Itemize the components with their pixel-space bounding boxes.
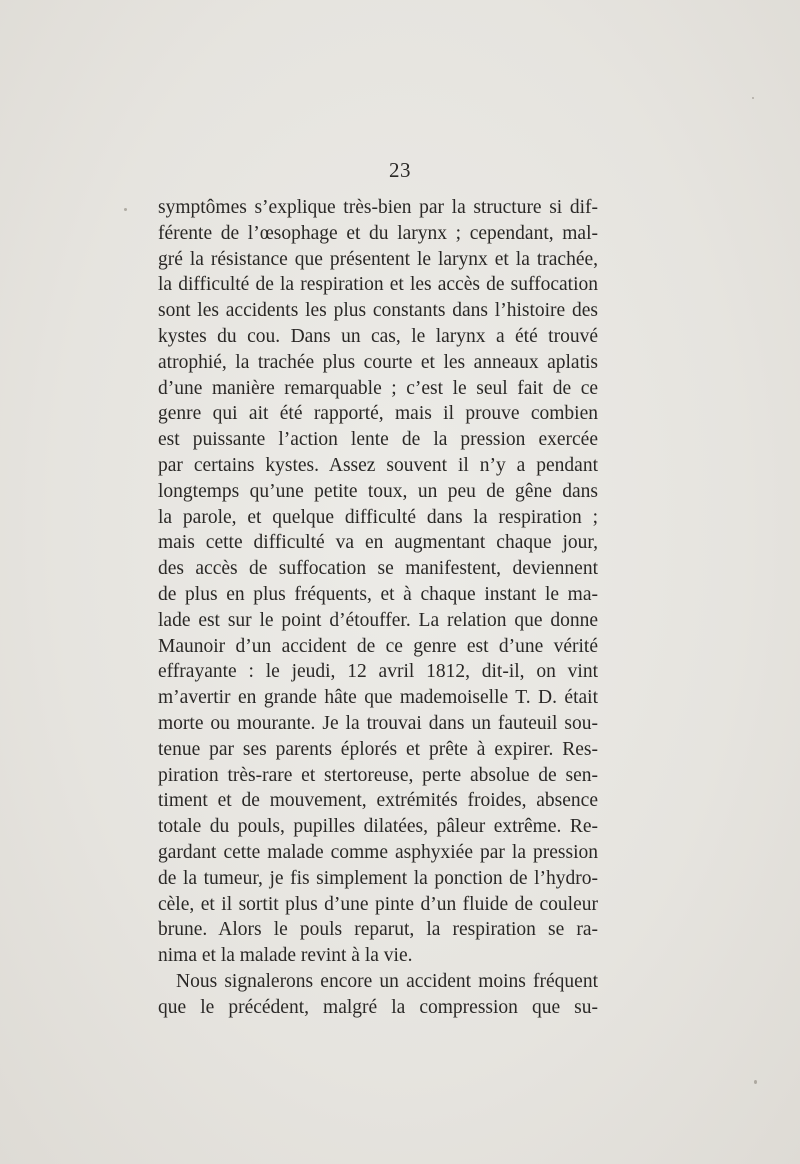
page-number: 23: [389, 158, 411, 182]
text-line: la difficulté de la respiration et les accès de suffocation: [158, 274, 598, 296]
text-line: gré la résistance que présentent le larynx et la trachée,: [158, 248, 598, 270]
text-line: est puissante l’action lente de la pression exercée: [158, 429, 598, 451]
text-line: morte ou mourante. Je la trouvai dans un fauteuil sou-: [158, 712, 598, 734]
text-line: totale du pouls, pupilles dilatées, pâleur extrême. Re-: [158, 816, 598, 838]
paper-speck: [754, 1080, 757, 1084]
text-line: mais cette difficulté va en augmentant chaque jour,: [158, 532, 598, 554]
text-line: brune. Alors le pouls reparut, la respiration se ra-: [158, 919, 598, 941]
text-line: piration très-rare et stertoreuse, perte absolue de sen-: [158, 764, 598, 786]
paper-speck: [124, 208, 127, 211]
text-line: Maunoir d’un accident de ce genre est d’une vérité: [158, 635, 598, 657]
text-line: gardant cette malade comme asphyxiée par la pression: [158, 841, 598, 863]
text-line: de la tumeur, je fis simplement la ponction de l’hydro-: [158, 867, 598, 889]
text-line: Nous signalerons encore un accident moins fréquent: [176, 970, 598, 992]
text-line: des accès de suffocation se manifestent, deviennent: [158, 558, 598, 580]
text-line: longtemps qu’une petite toux, un peu de gêne dans: [158, 480, 598, 502]
text-line: par certains kystes. Assez souvent il n’y a pendant: [158, 454, 598, 476]
text-line: la parole, et quelque difficulté dans la respiration ;: [158, 506, 598, 528]
text-line: kystes du cou. Dans un cas, le larynx a été trouvé: [158, 325, 598, 347]
text-line: genre qui ait été rapporté, mais il prouve combien: [158, 403, 598, 425]
text-line: effrayante : le jeudi, 12 avril 1812, dit-il, on vint: [158, 661, 598, 683]
text-line: sont les accidents les plus constants dans l’histoire des: [158, 300, 598, 322]
paper-speck: [752, 97, 754, 99]
text-line: cèle, et il sortit plus d’une pinte d’un fluide de couleur: [158, 893, 598, 915]
body-text: [158, 195, 598, 1021]
text-line: m’avertir en grande hâte que mademoiselle T. D. était: [158, 687, 598, 709]
text-line: de plus en plus fréquents, et à chaque instant le ma-: [158, 583, 598, 605]
text-line: férente de l’œsophage et du larynx ; cependant, mal-: [158, 222, 598, 244]
text-line: que le précédent, malgré la compression que su-: [158, 996, 598, 1018]
text-line: timent et de mouvement, extrémités froides, absence: [158, 790, 598, 812]
text-line: tenue par ses parents éplorés et prête à expirer. Res-: [158, 738, 598, 760]
text-line: symptômes s’explique très-bien par la structure si dif-: [158, 197, 598, 218]
text-line: d’une manière remarquable ; c’est le seul fait de ce: [158, 377, 598, 399]
text-line: lade est sur le point d’étouffer. La relation que donne: [158, 609, 598, 631]
text-line: atrophié, la trachée plus courte et les anneaux aplatis: [158, 351, 598, 373]
text-line: nima et la malade revint à la vie.: [158, 945, 413, 967]
